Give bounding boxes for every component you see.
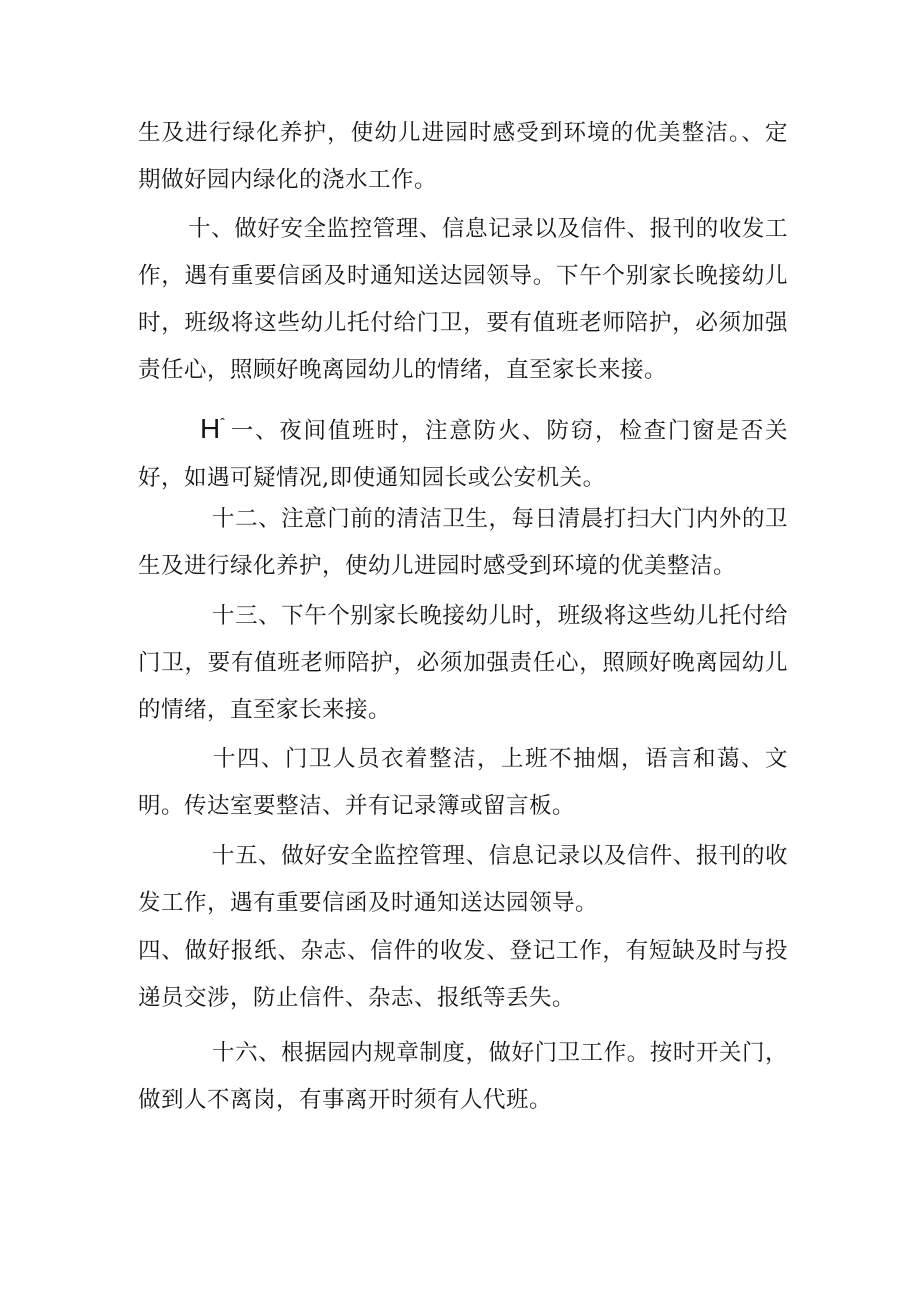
paragraph-item-13 bbox=[138, 593, 788, 734]
paragraph-text: 十六、根据园内规章制度，做好门卫工作。按时开关门，做到人不离岗，有事离开时须有人代班。 bbox=[138, 1040, 788, 1113]
paragraph-text: 十二、注意门前的清洁卫生，每日清晨打扫大门内外的卫生及进行绿化养护，使幼儿进园时感受到环境的优美整洁。 bbox=[138, 506, 788, 579]
paragraph-item-16 bbox=[138, 1030, 788, 1124]
paragraph-item-12 bbox=[138, 496, 788, 590]
paragraph-text: 十五、做好安全监控管理、信息记录以及信件、报刊的收发工作，遇有重要信函及时通知送达园领导。 bbox=[138, 843, 788, 916]
paragraph-text: 十三、下午个别家长晚接幼儿时，班级将这些幼儿托付给门卫，要有值班老师陪护，必须加强责任心，照顾好晚离园幼儿的情绪，直至家长来接。 bbox=[138, 603, 788, 723]
paragraph-item-11 bbox=[138, 400, 788, 502]
paragraph-item-4 bbox=[138, 928, 788, 1022]
paragraph-text: 一、夜间值班时，注意防火、防窃，检查门窗是否关好，如遇可疑情况,即使通知园长或公安机关。 bbox=[138, 418, 788, 491]
paragraph-item-10 bbox=[138, 206, 788, 394]
paragraph-text: 生及进行绿化养护，使幼儿进园时感受到环境的优美整洁。、定期做好园内绿化的浇水工作。 bbox=[138, 120, 788, 193]
ocr-artifact-caret: ˆ bbox=[220, 415, 226, 431]
paragraph-item-15 bbox=[138, 833, 788, 927]
paragraph-text: 十、做好安全监控管理、信息记录以及信件、报刊的收发工作，遇有重要信函及时通知送达园领导。下午个别家长晚接幼儿时，班级将这些幼儿托付给门卫，要有值班老师陪护，必须加强责任心，照顾好晚离园幼儿的情绪，直至家长来接。 bbox=[138, 216, 788, 383]
paragraph-text: 十四、门卫人员衣着整洁，上班不抽烟，语言和蔼、文明。传达室要整洁、并有记录簿或留言板。 bbox=[138, 746, 788, 819]
paragraph-greening-continued bbox=[138, 110, 788, 204]
paragraph-text: 四、做好报纸、杂志、信件的收发、登记工作，有短缺及时与投递员交涉，防止信件、杂志、报纸等丢失。 bbox=[138, 938, 788, 1011]
paragraph-item-14 bbox=[138, 736, 788, 830]
ocr-artifact-mark: H bbox=[200, 413, 221, 444]
